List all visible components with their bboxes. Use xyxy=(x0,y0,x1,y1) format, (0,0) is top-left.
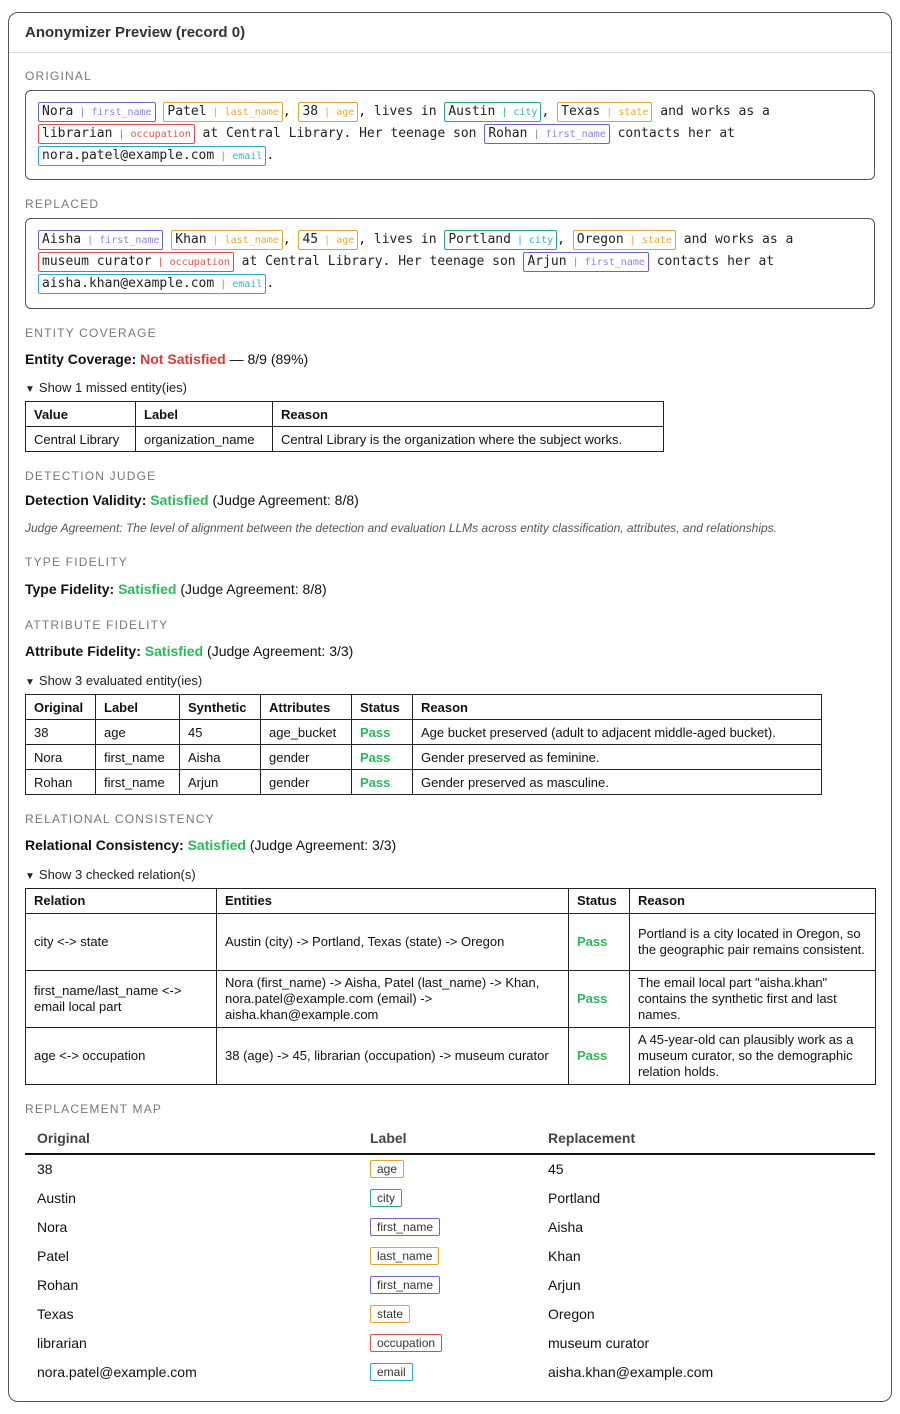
entity-replaced-email: aisha.khan@example.com | email xyxy=(38,274,266,294)
entity-coverage-metric xyxy=(25,351,308,367)
missed-entities-toggle[interactable]: ▼ Show 1 missed entity(ies) xyxy=(25,380,188,395)
status-pass: Pass xyxy=(569,1028,630,1085)
table-row: first_name/last_name <-> email local part Nora (first_name) -> Aisha, Patel (last_name) -> Khan, nora.patel@example.com (email) -> aisha.khan@example.com Pass The email local part "aisha.khan" contains the synthetic first and last names. xyxy=(26,971,876,1028)
anonymizer-preview-panel xyxy=(8,12,892,1402)
entity-coverage-status: Not Satisfied xyxy=(140,351,226,367)
entity-original-texas: Texas | state xyxy=(557,102,652,122)
label-chip: city xyxy=(370,1189,402,1207)
panel-title: Anonymizer Preview (record 0) xyxy=(9,13,891,53)
original-heading: ORIGINAL xyxy=(25,69,92,83)
attribute-fidelity-metric: Attribute Fidelity: Satisfied (Judge Agreement: 3/3) xyxy=(25,643,354,659)
col-label: Label xyxy=(136,402,273,427)
table-row: Rohan first_name Arjun xyxy=(37,1276,581,1293)
relational-consistency-table: Relation Entities Status Reason city <-> state Austin (city) -> Portland, Texas (state) -> Oregon Pass Portland is a city located in Oregon, so the geographic pair remains consistent. first_name/last_name <-> email local part Nora (first_name) -> Aisha, Patel (last_name) -> Khan, nora.patel@example.com (email) -> aisha.khan@example.com Pass The email local part "aisha.khan" contains the synthetic first and last names. age <-> occupation 38 (age) -> 45, librarian (occupation) -> museum curator Pass A 45-year-old can plausibly work as a museum curator, so the demographic relation holds. xyxy=(25,888,876,1085)
table-row: Central Library organization_name Central Library is the organization where the subject works. xyxy=(26,427,664,452)
triangle-down-icon: ▼ xyxy=(25,677,35,688)
table-row: age <-> occupation 38 (age) -> 45, librarian (occupation) -> museum curator Pass A 45-year-old can plausibly work as a museum curator, so the demographic relation holds. xyxy=(26,1028,876,1085)
detection-validity-metric: Detection Validity: Satisfied (Judge Agreement: 8/8) xyxy=(25,492,359,508)
type-fidelity-metric: Type Fidelity: Satisfied (Judge Agreement: 8/8) xyxy=(25,581,327,597)
judge-agreement-note: Judge Agreement: The level of alignment between the detection and evaluation LLMs across entity classification, attributes, and relationships. xyxy=(25,521,777,535)
table-row: Rohan first_name Arjun gender Pass Gender preserved as masculine. xyxy=(26,770,822,795)
entity-replaced-arjun: Arjun | first_name xyxy=(523,252,648,272)
type-fidelity-heading: TYPE FIDELITY xyxy=(25,555,128,569)
entity-replaced-oregon: Oregon | state xyxy=(573,230,676,250)
status-pass: Pass xyxy=(352,745,413,770)
missed-entities-table xyxy=(25,401,664,452)
checked-relations-toggle[interactable]: ▼ Show 3 checked relation(s) xyxy=(25,867,196,882)
relational-consistency-metric: Relational Consistency: Satisfied (Judge Agreement: 3/3) xyxy=(25,837,397,853)
entity-replaced-portland: Portland | city xyxy=(444,230,557,250)
table-row: librarian occupation museum curator xyxy=(37,1334,650,1351)
detection-judge-heading: DETECTION JUDGE xyxy=(25,469,157,483)
label-chip: first_name xyxy=(370,1218,440,1236)
replacement-map-heading: REPLACEMENT MAP xyxy=(25,1102,163,1116)
label-chip: age xyxy=(370,1160,404,1178)
original-text-box: Nora | first_name Patel | last_name , 38 | age , lives in Austin | city , Texas | state and works as a librarian | occupation at Central Library. Her teenage son Rohan | first_name contacts her at nora.patel@example.com | email . xyxy=(25,90,875,180)
entity-replaced-curator: museum curator | occupation xyxy=(38,252,234,272)
attribute-fidelity-status: Satisfied xyxy=(144,643,204,659)
entity-replaced-aisha: Aisha | first_name xyxy=(38,230,163,250)
table-row: Texas state Oregon xyxy=(37,1305,595,1322)
entity-replaced-age: 45 | age xyxy=(298,230,358,250)
replaced-heading: REPLACED xyxy=(25,197,100,211)
status-pass: Pass xyxy=(569,914,630,971)
triangle-down-icon: ▼ xyxy=(25,871,35,882)
attribute-fidelity-heading: ATTRIBUTE FIDELITY xyxy=(25,618,169,632)
table-row: Austin city Portland xyxy=(37,1189,601,1206)
attribute-fidelity-table: Original Label Synthetic Attributes Status Reason 38 age 45 age_bucket Pass Age bucket preserved (adult to adjacent middle-aged bucket). Nora first_name Aisha gender Pass Gender preserved as feminine. Rohan first_name Arjun gender Pass Gender preserved as masculine. xyxy=(25,694,822,795)
label-chip: state xyxy=(370,1305,410,1323)
col-value: Value xyxy=(26,402,136,427)
col-reason: Reason xyxy=(273,402,664,427)
entity-coverage-label: Entity Coverage: xyxy=(25,351,137,367)
table-row: Patel last_name Khan xyxy=(37,1247,581,1264)
type-fidelity-status: Satisfied xyxy=(118,581,177,597)
entity-original-rohan: Rohan | first_name xyxy=(484,124,609,144)
label-chip: last_name xyxy=(370,1247,439,1265)
entity-original-age: 38 | age xyxy=(298,102,358,122)
entity-coverage-heading: ENTITY COVERAGE xyxy=(25,326,157,340)
entity-replaced-khan: Khan | last_name xyxy=(171,230,283,250)
table-row: nora.patel@example.com email aisha.khan@example.com xyxy=(37,1363,714,1380)
entity-original-nora: Nora | first_name xyxy=(38,102,156,122)
table-row: Nora first_name Aisha gender Pass Gender preserved as feminine. xyxy=(26,745,822,770)
entity-original-librarian: librarian | occupation xyxy=(38,124,195,144)
relational-consistency-status: Satisfied xyxy=(187,837,246,853)
label-chip: first_name xyxy=(370,1276,440,1294)
entity-original-patel: Patel | last_name xyxy=(163,102,282,122)
label-chip: email xyxy=(370,1363,413,1381)
table-row: 38 age 45 xyxy=(37,1161,564,1177)
triangle-down-icon: ▼ xyxy=(25,384,35,395)
label-chip: occupation xyxy=(370,1334,442,1352)
table-row: city <-> state Austin (city) -> Portland, Texas (state) -> Oregon Pass Portland is a city located in Oregon, so the geographic pair remains consistent. xyxy=(26,914,876,971)
status-pass: Pass xyxy=(352,720,413,745)
entity-coverage-detail: — 8/9 (89%) xyxy=(225,351,309,367)
table-row: 38 age 45 age_bucket Pass Age bucket preserved (adult to adjacent middle-aged bucket). xyxy=(26,720,822,745)
status-pass: Pass xyxy=(569,971,630,1028)
entity-original-austin: Austin | city xyxy=(444,102,541,122)
replaced-text-box: Aisha | first_name Khan | last_name , 45 | age , lives in Portland | city , Oregon | state and works as a museum curator | occupation at Central Library. Her teenage son Arjun | first_name contacts her at aisha.khan@example.com | email . xyxy=(25,218,875,309)
entity-original-email: nora.patel@example.com | email xyxy=(38,146,266,166)
relational-consistency-heading: RELATIONAL CONSISTENCY xyxy=(25,812,215,826)
status-pass: Pass xyxy=(352,770,413,795)
replacement-map-table: Original Label Replacement 38 age 45 Austin city Portland Nora first_name Aisha Patel last_name Khan Rohan first_name Arjun Texas state Oregon librarian occupation museum curator nora.patel@example.com email aisha.khan@example.com xyxy=(25,1122,875,1386)
detection-validity-status: Satisfied xyxy=(150,492,209,508)
evaluated-entities-toggle[interactable]: ▼ Show 3 evaluated entity(ies) xyxy=(25,673,203,688)
table-row: Nora first_name Aisha xyxy=(37,1218,584,1235)
